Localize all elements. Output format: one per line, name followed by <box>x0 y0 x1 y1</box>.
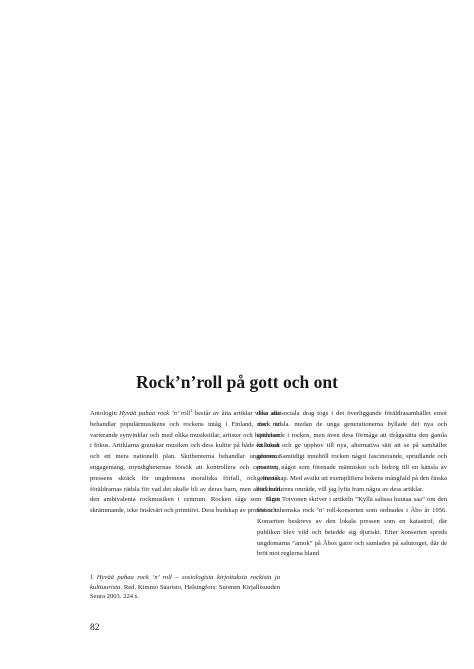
intro-lead-text: Antologin <box>90 410 120 417</box>
intro-paragraph <box>90 409 280 517</box>
left-column <box>90 409 280 517</box>
footnote-book-title: Hyvää pahaa rock ’n’ roll – sosiologisia kirjoituksia rockista ja kulttuurista <box>90 574 280 591</box>
footnote-details: . Red. Kimmo Saaristo, Helsingfors: Suomen Kirjallisuuden Seura 2003. 224 s. <box>90 583 280 600</box>
body-paragraph: Timo Toivonen skriver i artikeln ”Kyllä salissa huutaa saa” om den första inhemska rock ’n’ roll-konserten som ordnades i Åbo år 1956. Konserten beskrevs av den lokala pressen som en katastrof, där publiken blev vild och betedde sig djuriskt. Efter konserten spreds ungdomarna ”amok” på Åbos gator och samlades på salutorget, där de bröt mot reglerna bland <box>257 496 447 558</box>
intro-body-text: består av åtta artiklar vilka alla behandlar populärmusikens och rockens intåg i Finland, dock ur varierande synvinklar och med olika musikstilar, artister och händelser i fokus. Artiklarna granskar musiken och dess kultur på både ett lokalt och ett mera nationellt plan. Skribenterna behandlar ungdomens engagemang, myndigheternas försök att kontrollera och censurera, pressens skräck för ungdomens moraliska förfall, och förstås föräldrarnas rädsla för vad det skulle bli av deras barn, men alltid med den ambivalenta rockmusiken i centrum. Rocken sågs som något skrämmande, icke önskvärt och primitivt. Dess budskap av protest och <box>90 410 281 515</box>
article-title: Rock’n’roll på gott och ont <box>136 372 338 392</box>
footnote <box>90 573 280 602</box>
book-title: Hyvää pahaa rock ’n’ roll <box>119 410 191 417</box>
footnote-number: 1 <box>90 574 94 581</box>
right-column <box>257 409 447 560</box>
page-number: 82 <box>90 623 100 633</box>
footnote-reference: 1 <box>190 407 193 413</box>
body-paragraph: dess antisociala drag togs i det överliggande föräldrasamhället emot med rädsla. medan de unga generationerna hyllade det nya och spännande i rocken, men även dess förmåga att ifrågasätta den gamla kulturen och ge upphov till nya, alternativa sätt att se på samhället genom. Samtidigt innehöll rocken något fascinerande, sprudlande och positivt, något som förenade människor och bidrog till en känsla av gemenskap. Med avsikt att exemplifiera bokens mångfald på den finska rockkulturens område, vill jag lyfta fram några av dess artiklar. <box>257 410 447 493</box>
